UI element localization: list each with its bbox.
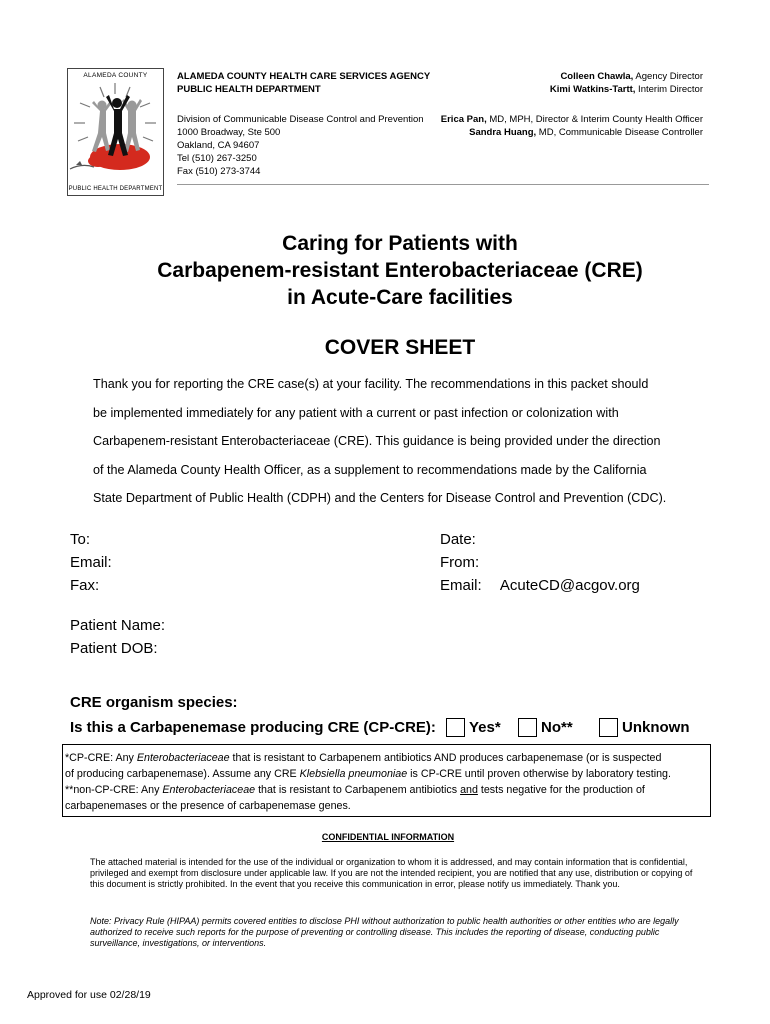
cp-cre-definition-cont: of producing carbapenemase). Assume any CRE Klebsiella pneumoniae is CP-CRE until proven otherwise by laboratory testing. [65,768,671,780]
intro-paragraph [93,370,713,513]
cover-sheet-heading: COVER SHEET [324,336,476,359]
officials-bottom [400,113,703,139]
intro-line: be implemented immediately for any patient with a current or past infection or colonization with [93,405,619,420]
intro-line: of the Alameda County Health Officer, as a supplement to recommendations made by the California [93,462,647,477]
logo-top-text: ALAMEDA COUNTY [83,72,148,79]
cp-cre-question: Is this a Carbapenemase producing CRE (CP-CRE): [70,719,436,736]
sender-fields [440,528,740,597]
agency-logo [67,68,164,196]
sender-email-label: Email: [440,577,482,594]
to-label: To: [70,531,91,548]
address-line: Division of Communicable Disease Control and Prevention [177,114,424,125]
agency-line-2: PUBLIC HEALTH DEPARTMENT [177,84,321,95]
cre-species-label: CRE organism species: [70,694,238,711]
recipient-fields [70,528,112,597]
title-line-2: Carbapenem-resistant Enterobacteriaceae (CRE) [157,259,643,282]
agency-line-1: ALAMEDA COUNTY HEALTH CARE SERVICES AGENCY [177,71,431,82]
patient-fields [70,614,165,660]
sender-email-value[interactable]: AcuteCD@acgov.org [499,577,640,594]
title-line-1: Caring for Patients with [282,232,518,255]
non-cp-cre-definition-cont: carbapenemases or the presence of carbapenemase genes. [65,800,351,812]
unknown-checkbox[interactable] [599,718,618,737]
address-line: 1000 Broadway, Ste 500 [177,127,281,138]
fax-label: Fax: [70,577,100,594]
official-line: Colleen Chawla, Agency Director [560,71,703,82]
date-label: Date: [440,531,476,548]
patient-dob-label: Patient DOB: [70,640,158,657]
title-line-3: in Acute-Care facilities [287,286,513,309]
intro-line: State Department of Public Health (CDPH) and the Centers for Disease Control and Prevention (CDC). [93,491,667,505]
patient-name-label: Patient Name: [70,617,166,634]
confidential-body: The attached material is intended for the use of the individual or organization to whom it is addressed, and may contain information that is confidential, privileged and exempt from disclosure under applicable law. If you are not the intended recipient, you are notified that any use, distribution or copying of this document is strictly prohibited. In the event that you receive this communication in error, please notify us immediately. Thank you. [90,857,693,889]
logo-figures-icon [68,81,163,179]
cre-definitions-box [62,744,711,817]
intro-line: Thank you for reporting the CRE case(s) at your facility. The recommendations in this packet should [93,377,649,391]
address-line: Oakland, CA 94607 [177,140,260,151]
approval-footer: Approved for use 02/28/19 [27,989,151,1001]
official-line: Erica Pan, MD, MPH, Director & Interim County Health Officer [440,114,703,125]
no-option-label: No** [541,719,573,736]
address-line: Tel (510) 267-3250 [177,153,257,164]
intro-line: Carbapenem-resistant Enterobacteriaceae (CRE). This guidance is being provided under the direction [93,434,661,448]
sender-email-row [440,574,740,597]
no-checkbox[interactable] [518,718,537,737]
confidential-heading: CONFIDENTIAL INFORMATION [321,832,455,842]
non-cp-cre-definition: **non-CP-CRE: Any Enterobacteriaceae that is resistant to Carbapenem antibiotics and tests negative for the production of [65,784,645,796]
header-divider [177,184,709,185]
email-label: Email: [70,554,112,571]
address-line: Fax (510) 273-3744 [177,166,261,177]
yes-checkbox[interactable] [446,718,465,737]
document-title [0,230,770,311]
yes-option-label: Yes* [469,719,501,736]
from-label: From: [440,554,480,571]
officials-top [400,70,703,96]
official-line: Sandra Huang, MD, Communicable Disease Controller [469,127,703,138]
hipaa-note: Note: Privacy Rule (HIPAA) permits covered entities to disclose PHI without authorization to public health authorities or other entities who are legally authorized to receive such reports for the purpose of preventing or controlling disease. This includes the reporting of disease, conducting public surveillance, investigations, or interventions. [90,916,679,948]
logo-bottom-text: PUBLIC HEALTH DEPARTMENT [68,186,163,192]
unknown-option-label: Unknown [622,719,690,736]
cp-cre-definition: *CP-CRE: Any Enterobacteriaceae that is resistant to Carbapenem antibiotics AND produces carbapenemase (or is suspected [65,752,662,764]
official-line: Kimi Watkins-Tartt, Interim Director [549,84,703,95]
